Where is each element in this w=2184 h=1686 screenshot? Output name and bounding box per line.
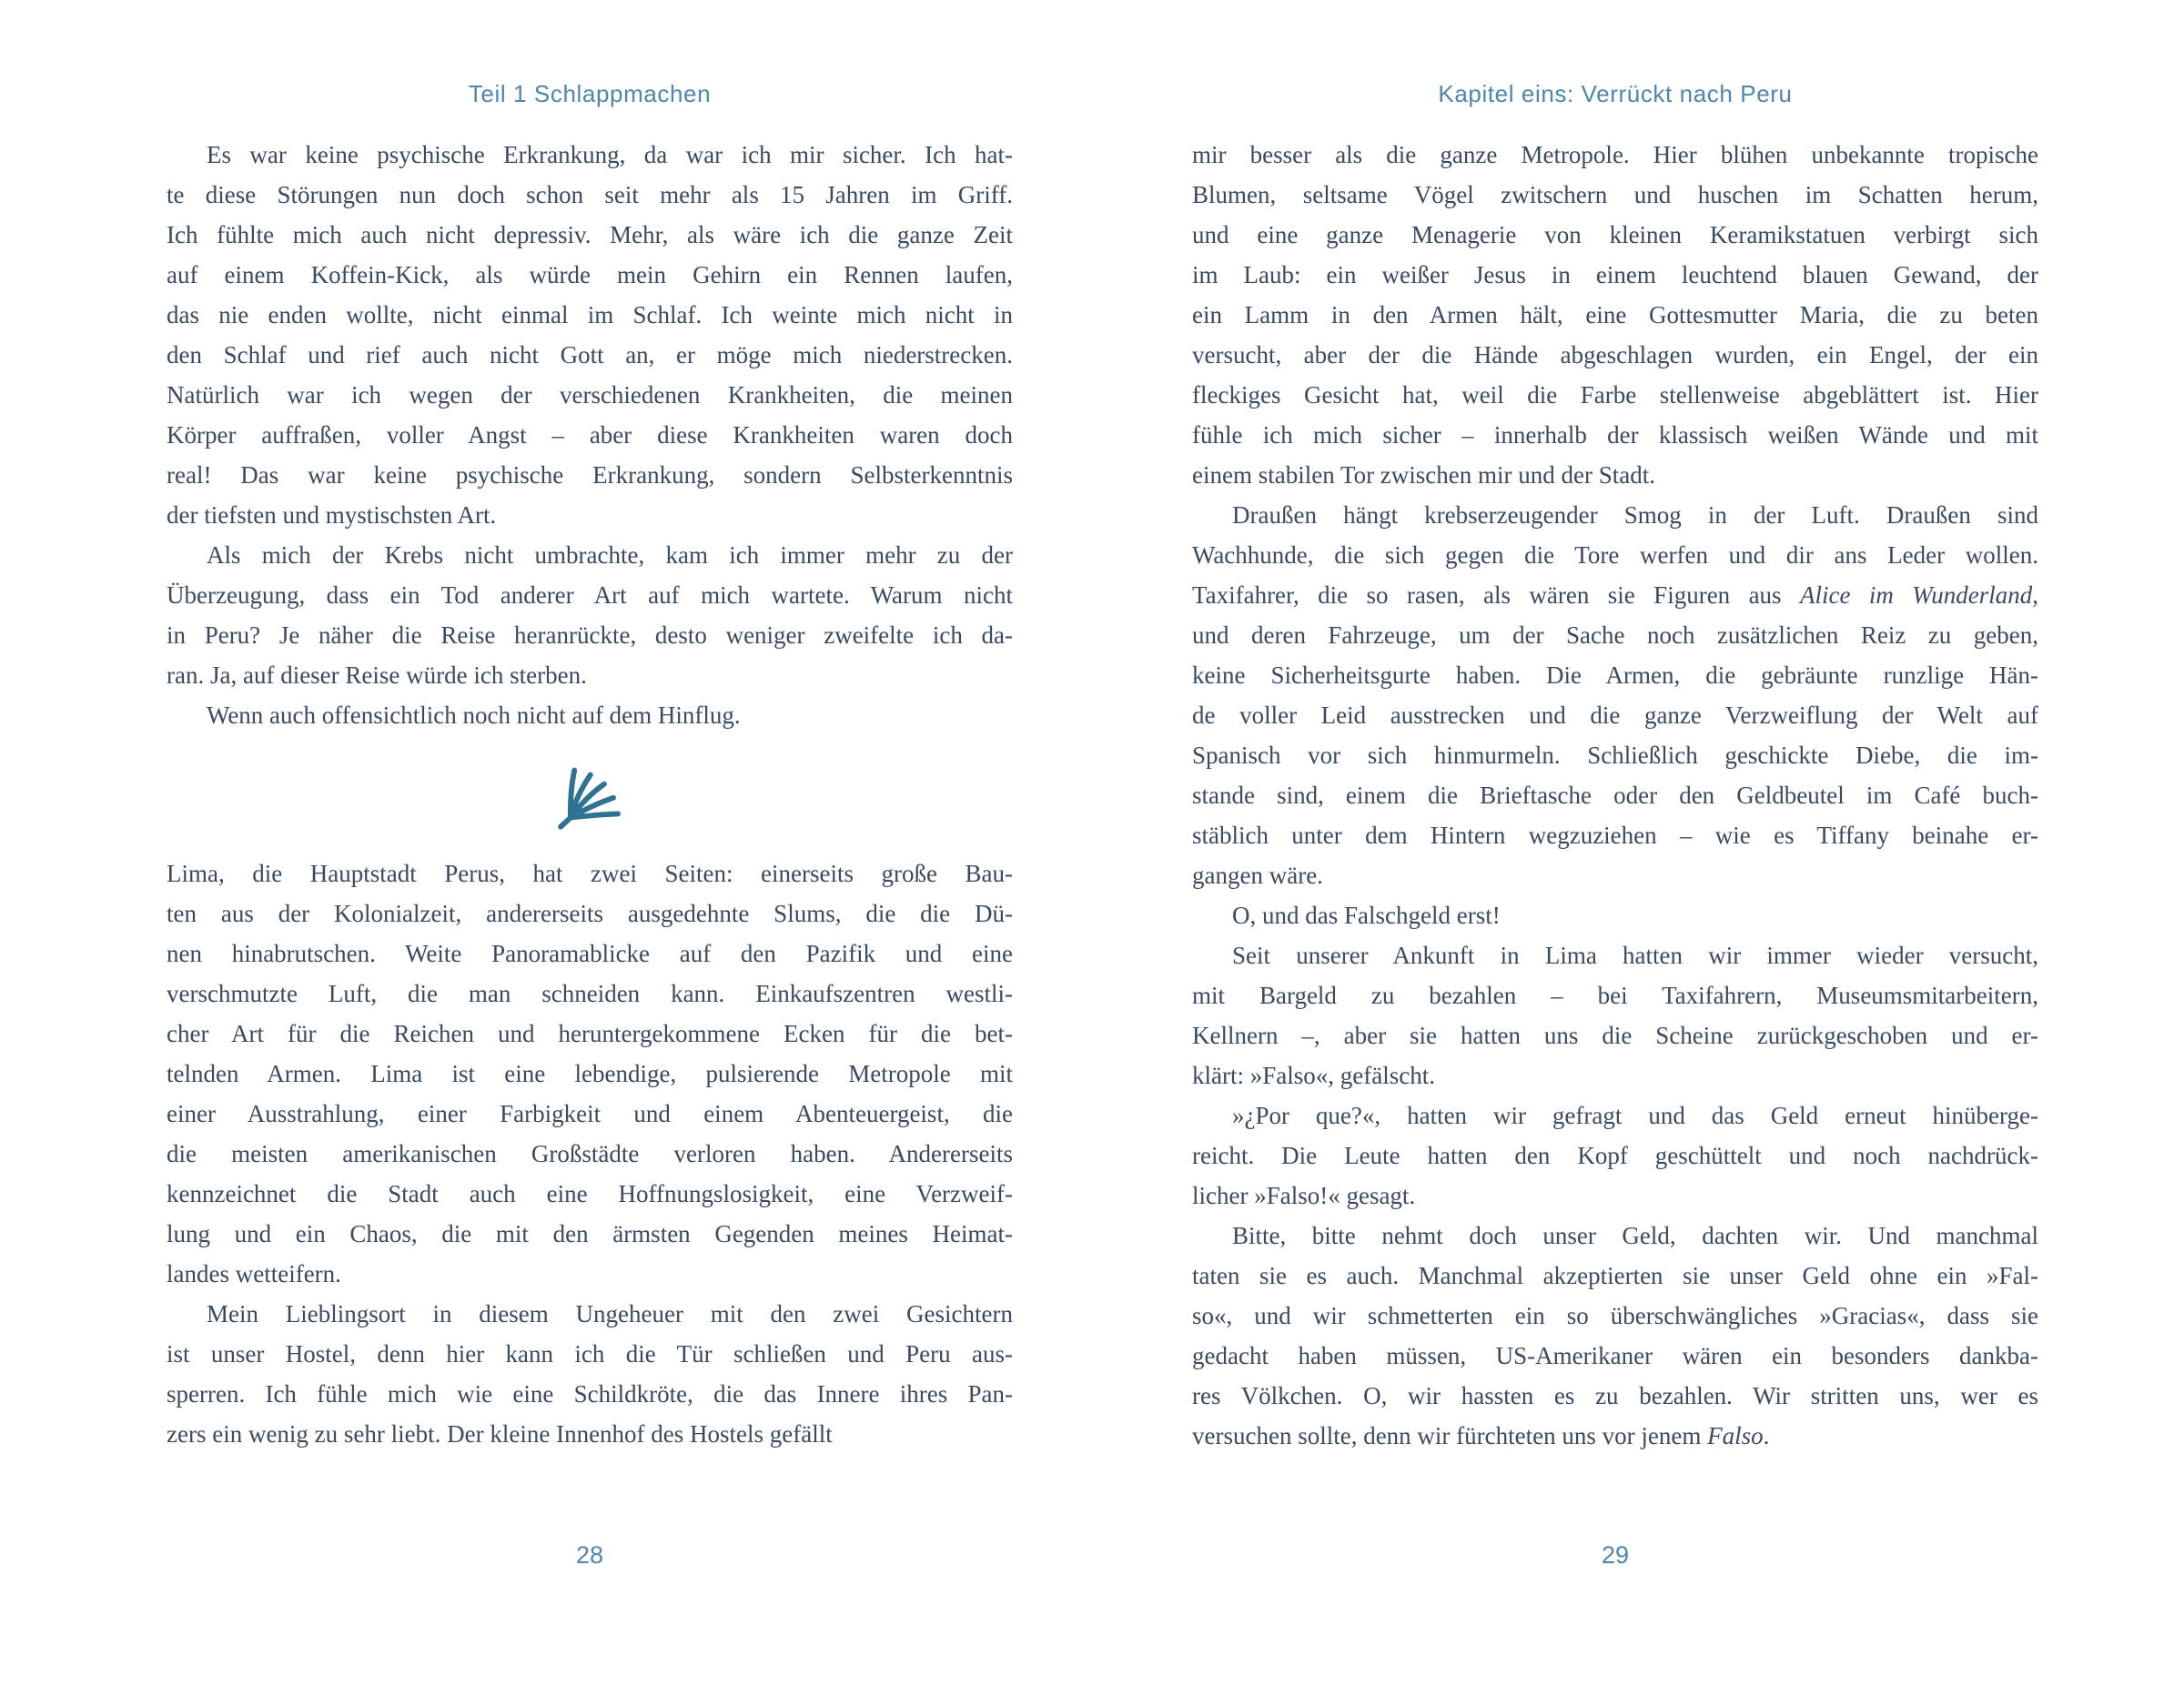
- text-line: die meisten amerikanischen Großstädte verloren haben. Andererseits: [167, 1140, 1013, 1167]
- text-line: verschmutzte Luft, die man schneiden kann. Einkaufszentren westli-: [167, 980, 1013, 1007]
- text-line: licher »Falso!« gesagt.: [1192, 1182, 1416, 1209]
- paragraph: [1192, 135, 2038, 495]
- leaf-icon: [551, 758, 628, 831]
- text-line: Natürlich war ich wegen der verschiedenen Krankheiten, die meinen: [167, 381, 1013, 409]
- text-line: ten aus der Kolonialzeit, andererseits ausgedehnte Slums, die die Dü-: [167, 900, 1013, 927]
- text-line: stande sind, einem die Brieftasche oder den Geldbeutel im Café buch-: [1192, 782, 2038, 809]
- text-line: Körper auffraßen, voller Angst – aber diese Krankheiten waren doch: [167, 421, 1013, 449]
- paragraph: [167, 1294, 1013, 1454]
- text-line: cher Art für die Reichen und heruntergekommene Ecken für die bet-: [167, 1020, 1013, 1047]
- paragraph: [1192, 495, 2038, 895]
- text-line: fühle ich mich sicher – innerhalb der klassisch weißen Wände und mit: [1192, 421, 2038, 449]
- text-line: Wenn auch offensichtlich noch nicht auf dem Hinflug.: [207, 702, 741, 729]
- text-line: versucht, aber der die Hände abgeschlagen wurden, ein Engel, der ein: [1192, 341, 2038, 368]
- text-line: »¿Por que?«, hatten wir gefragt und das Geld erneut hinüberge-: [1232, 1102, 2038, 1129]
- text-line: gangen wäre.: [1192, 862, 1323, 889]
- text-line: Überzeugung, dass ein Tod anderer Art auf mich wartete. Warum nicht: [167, 581, 1013, 609]
- text-line: Draußen hängt krebserzeugender Smog in der Luft. Draußen sind: [1232, 501, 2038, 529]
- text-line: te diese Störungen nun doch schon seit mehr als 15 Jahren im Griff.: [167, 181, 1013, 208]
- text-line: ran. Ja, auf dieser Reise würde ich sterben.: [167, 661, 587, 689]
- paragraph: [1192, 1095, 2038, 1216]
- paragraph: [1192, 895, 2038, 935]
- text-line: res Völkchen. O, wir hassten es zu bezahlen. Wir stritten uns, wer es: [1192, 1382, 2038, 1409]
- text-line: Lima, die Hauptstadt Perus, hat zwei Seiten: einerseits große Bau-: [167, 860, 1013, 887]
- leaf-ornament: [167, 735, 1013, 853]
- text-line: nen hinabrutschen. Weite Panoramablicke auf den Pazifik und eine: [167, 940, 1013, 967]
- text-line: reicht. Die Leute hatten den Kopf geschüttelt und noch nachdrück-: [1192, 1142, 2038, 1169]
- text-line: und deren Fahrzeuge, um der Sache noch zusätzlichen Reiz zu geben,: [1192, 621, 2038, 649]
- text-line: gedacht haben müssen, US-Amerikaner wären ein besonders dankba-: [1192, 1342, 2038, 1369]
- text-line: Spanisch vor sich hinmurmeln. Schließlich geschickte Diebe, die im-: [1192, 742, 2038, 769]
- text-line: zers ein wenig zu sehr liebt. Der kleine Innenhof des Hostels gefällt: [167, 1420, 833, 1448]
- text-line: lung und ein Chaos, die mit den ärmsten Gegenden meines Heimat-: [167, 1220, 1013, 1247]
- text-line: in Peru? Je näher die Reise heranrückte, desto weniger zweifelte ich da-: [167, 621, 1013, 649]
- text-line: taten sie es auch. Manchmal akzeptierten sie unser Geld ohne ein »Fal-: [1192, 1262, 2038, 1289]
- page-number-right: 29: [1601, 1541, 1630, 1569]
- text-line: Seit unserer Ankunft in Lima hatten wir immer wieder versucht,: [1232, 942, 2038, 969]
- text-line: klärt: »Falso«, gefälscht.: [1192, 1062, 1435, 1089]
- text-line: keine Sicherheitsgurte haben. Die Armen, die gebräunte runzlige Hän-: [1192, 661, 2038, 689]
- text-line: stäblich unter dem Hintern wegzuziehen – wie es Tiffany beinahe er-: [1192, 822, 2038, 849]
- text-line: telnden Armen. Lima ist eine lebendige, pulsierende Metropole mit: [167, 1060, 1013, 1087]
- text-line: de voller Leid ausstrecken und die ganze Verzweiflung der Welt auf: [1192, 702, 2038, 729]
- text-line: Bitte, bitte nehmt doch unser Geld, dachten wir. Und manchmal: [1232, 1222, 2038, 1249]
- text-line: ein Lamm in den Armen hält, eine Gottesmutter Maria, die zu beten: [1192, 301, 2038, 328]
- page-right: [1192, 0, 2038, 1686]
- text-line: fleckiges Gesicht hat, weil die Farbe stellenweise abgeblättert ist. Hier: [1192, 381, 2038, 409]
- text-line: und eine ganze Menagerie von kleinen Keramikstatuen verbirgt sich: [1192, 221, 2038, 248]
- text-line: im Laub: ein weißer Jesus in einem leuchtend blauen Gewand, der: [1192, 261, 2038, 288]
- text-line: auf einem Koffein-Kick, als würde mein Gehirn ein Rennen laufen,: [167, 261, 1013, 288]
- text-line: kennzeichnet die Stadt auch eine Hoffnungslosigkeit, eine Verzweif-: [167, 1180, 1013, 1207]
- text-line: Ich fühlte mich auch nicht depressiv. Mehr, als wäre ich die ganze Zeit: [167, 221, 1013, 248]
- paragraph: [167, 535, 1013, 695]
- paragraph: [167, 853, 1013, 1294]
- paragraph: [1192, 1216, 2038, 1456]
- page-number-left: 28: [575, 1541, 604, 1569]
- text-line: Kellnern –, aber sie hatten uns die Scheine zurückgeschoben und er-: [1192, 1022, 2038, 1049]
- text-line: den Schlaf und rief auch nicht Gott an, er möge mich niederstrecken.: [167, 341, 1013, 368]
- text-block-right: [1192, 135, 2038, 1456]
- text-line: Mein Lieblingsort in diesem Ungeheuer mit den zwei Gesichtern: [207, 1300, 1013, 1328]
- text-line: sperren. Ich fühle mich wie eine Schildkröte, die das Innere ihres Pan-: [167, 1380, 1013, 1408]
- text-line: Es war keine psychische Erkrankung, da war ich mir sicher. Ich hat-: [207, 141, 1013, 168]
- text-block-left: [167, 135, 1013, 1454]
- text-line: landes wetteifern.: [167, 1260, 341, 1287]
- text-line: Wachhunde, die sich gegen die Tore werfen und dir ans Leder wollen.: [1192, 541, 2038, 569]
- running-head-right: Kapitel eins: Verrückt nach Peru: [1438, 80, 1793, 107]
- text-line: einem stabilen Tor zwischen mir und der Stadt.: [1192, 461, 1655, 489]
- text-line: versuchen sollte, denn wir fürchteten uns vor jenem Falso.: [1192, 1422, 1770, 1449]
- text-line: mir besser als die ganze Metropole. Hier blühen unbekannte tropische: [1192, 141, 2038, 168]
- running-head-left: Teil 1 Schlappmachen: [468, 80, 712, 107]
- text-line: ist unser Hostel, denn hier kann ich die Tür schließen und Peru aus-: [167, 1340, 1013, 1368]
- text-line: Blumen, seltsame Vögel zwitschern und huschen im Schatten herum,: [1192, 181, 2038, 208]
- text-line: real! Das war keine psychische Erkrankung, sondern Selbsterkenntnis: [167, 461, 1013, 489]
- paragraph: [167, 695, 1013, 735]
- page-left: [167, 0, 1013, 1686]
- paragraph: [167, 135, 1013, 535]
- text-line: so«, und wir schmetterten ein so überschwängliches »Gracias«, dass sie: [1192, 1302, 2038, 1329]
- paragraph: [1192, 935, 2038, 1095]
- text-line: einer Ausstrahlung, einer Farbigkeit und einem Abenteuergeist, die: [167, 1100, 1013, 1127]
- text-line: das nie enden wollte, nicht einmal im Schlaf. Ich weinte mich nicht in: [167, 301, 1013, 328]
- text-line: Als mich der Krebs nicht umbrachte, kam ich immer mehr zu der: [207, 541, 1013, 569]
- text-line: Taxifahrer, die so rasen, als wären sie Figuren aus Alice im Wunderland,: [1192, 581, 2038, 609]
- text-line: mit Bargeld zu bezahlen – bei Taxifahrern, Museumsmitarbeitern,: [1192, 982, 2038, 1009]
- text-line: der tiefsten und mystischsten Art.: [167, 501, 497, 529]
- text-line: O, und das Falschgeld erst!: [1232, 902, 1501, 929]
